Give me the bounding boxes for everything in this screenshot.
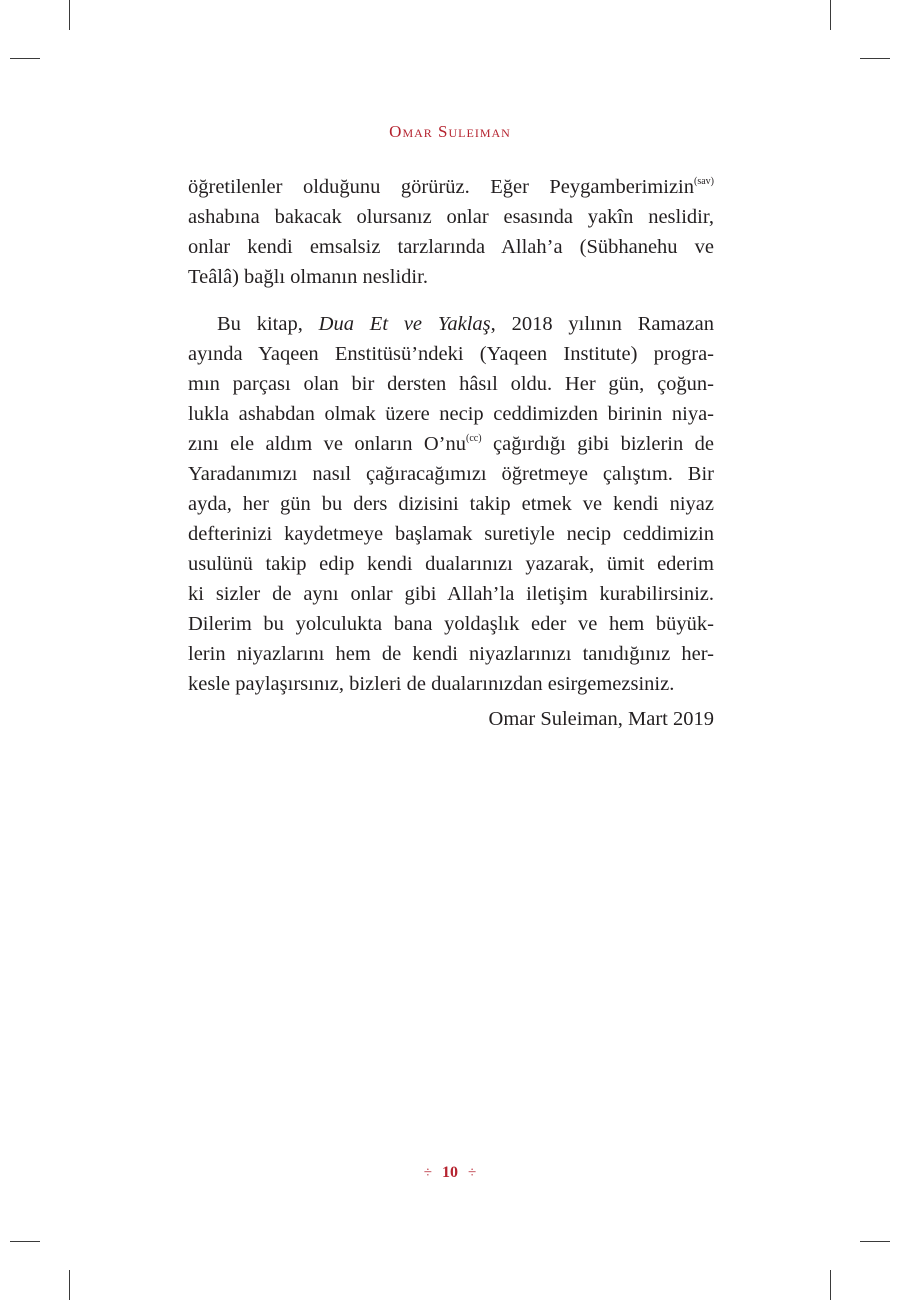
crop-mark-bottom-left [69, 1270, 70, 1300]
text-run: Teâlâ) bağlı olmanın neslidir. [188, 266, 428, 288]
text-line [188, 639, 714, 669]
text-run: Dilerim bu yolculukta bana yoldaşlık eder ve hem büyük- [188, 613, 714, 635]
text-run: öğretilenler olduğunu görürüz. Eğer Peygamberimizin [188, 176, 694, 198]
text-run: zını ele aldım ve onların O’nu [188, 433, 467, 455]
text-line [188, 519, 714, 549]
text-line [188, 309, 714, 339]
text-run: Yaradanımızı nasıl çağıracağımızı öğretmeye çalıştım. Bir [188, 463, 714, 485]
book-title: Dua Et ve Yaklaş [318, 313, 491, 335]
text-run: defterinizi kaydetmeye başlamak suretiyle necip ceddimizin [188, 523, 714, 545]
crop-mark-right-bottom [860, 1241, 890, 1242]
crop-mark-bottom-right [830, 1270, 831, 1300]
crop-mark-top-right [830, 0, 831, 30]
text-line [188, 489, 714, 519]
text-run: onlar kendi emsalsiz tarzlarında Allah’a (Sübhanehu ve [188, 236, 714, 258]
ornament-right-icon: ÷ [468, 1165, 477, 1181]
text-run: ki sizler de aynı onlar gibi Allah’la iletişim kurabilirsiniz. [188, 583, 714, 605]
text-run: ayında Yaqeen Enstitüsü’ndeki (Yaqeen Institute) progra- [188, 343, 714, 365]
text-run: Bu kitap, [217, 313, 319, 335]
crop-mark-top-left [69, 0, 70, 30]
text-line [188, 579, 714, 609]
crop-mark-left-top [10, 58, 40, 59]
text-line [188, 399, 714, 429]
text-line [188, 609, 714, 639]
text-run: ayda, her gün bu ders dizisini takip etmek ve kendi niyaz [188, 493, 714, 515]
text-line [188, 172, 714, 202]
signature: Omar Suleiman, Mart 2019 [488, 708, 714, 730]
text-run: usulünü takip edip kendi dualarınızı yazarak, ümit ederim [188, 553, 714, 575]
text-line [188, 339, 714, 369]
running-head: Omar Suleiman [389, 122, 511, 141]
body-text [188, 172, 714, 734]
page-number: 10 [442, 1164, 458, 1181]
text-line [188, 232, 714, 262]
text-line [188, 669, 714, 699]
text-line [188, 459, 714, 489]
text-run: , 2018 yılının Ramazan [490, 313, 715, 335]
text-run: lukla ashabdan olmak üzere necip ceddimizden birinin niya- [188, 403, 714, 425]
text-line [188, 202, 714, 232]
ornament-left-icon: ÷ [423, 1165, 432, 1181]
crop-mark-right-top [860, 58, 890, 59]
text-line [188, 429, 714, 459]
text-run: çağırdığı gibi bizlerin de [481, 433, 714, 455]
text-line [188, 369, 714, 399]
crop-mark-left-bottom [10, 1241, 40, 1242]
text-run: lerin niyazlarını hem de kendi niyazlarınızı tanıdığınız her- [188, 643, 714, 665]
text-line [188, 549, 714, 579]
text-run: kesle paylaşırsınız, bizleri de dualarınızdan esirgemezsiniz. [188, 673, 675, 695]
text-line [188, 262, 714, 292]
text-run: ashabına bakacak olursanız onlar esasında yakîn neslidir, [188, 206, 714, 228]
superscript: (sav) [694, 176, 714, 187]
page-footer [0, 1164, 900, 1182]
superscript: (cc) [466, 433, 482, 444]
text-run: mın parçası olan bir dersten hâsıl oldu. Her gün, çoğun- [188, 373, 714, 395]
